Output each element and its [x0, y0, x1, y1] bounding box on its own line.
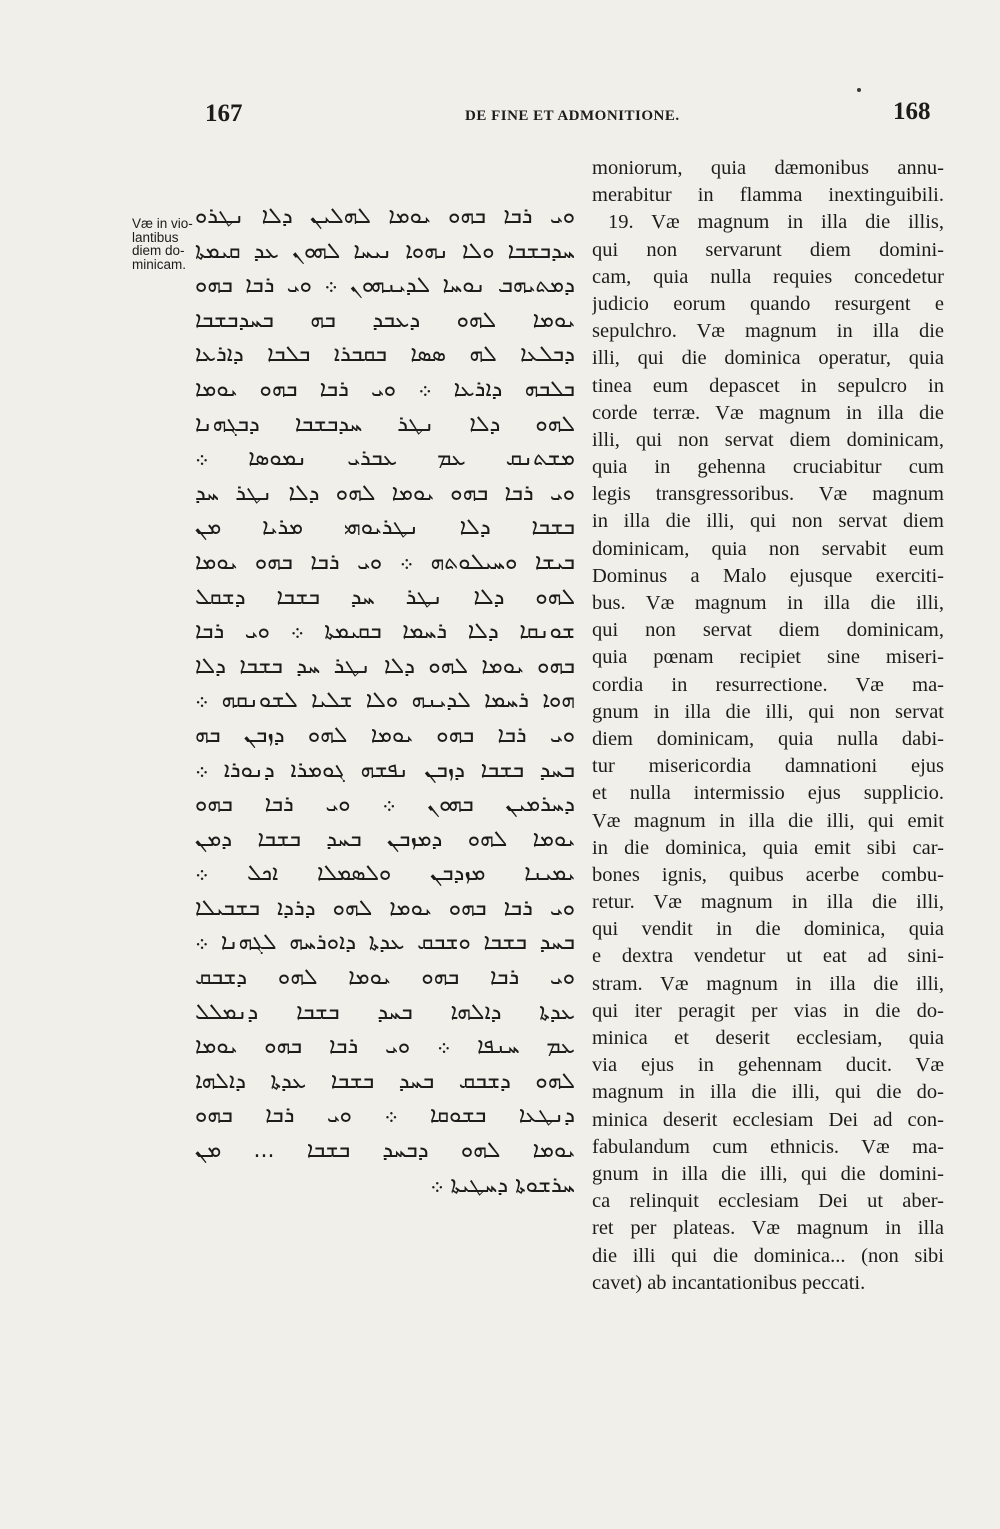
latin-line: fabulandum cum ethnicis. Væ ma- [592, 1135, 944, 1158]
latin-line: Dominus a Malo ejusque exerciti- [592, 564, 944, 587]
syriac-line: ܕܢܛܥܐ ܒܫܘܩܐ ܀ ܘܝ ܪܒܐ ܒܗܘ [195, 1103, 575, 1129]
syriac-line: ܕܒܠܥܐ ܠܗ ܣܣܐ ܒܩܒܪܐ ܒܠܒܐ ܕܐܪܥܐ [195, 342, 575, 368]
latin-line: magnum in illa die illi, qui die do- [592, 1081, 944, 1104]
syriac-line: ܕܡܬܝܗܒ ܢܘܚܐ ܠܕܝܢܗܘܢ ܀ ܘܝ ܪܒܐ ܒܗܘ [195, 273, 575, 299]
latin-line: diem dominicam, quia nulla dabi- [592, 727, 944, 750]
latin-line: bones ignis, quibus acerbe combu- [592, 863, 944, 886]
syriac-line: ܗܘܐ ܪܚܡܐ ܠܕܝܢܗ ܘܠܐ ܫܠܝܐ ܠܫܘܢܩܗ ܀ [195, 688, 575, 714]
latin-line: via ejus in gehennam ducit. Væ [592, 1054, 944, 1077]
latin-line: minica et deserit ecclesiam, quia [592, 1027, 944, 1049]
page-number-left: 167 [205, 100, 243, 127]
syriac-line: ܚܪܫܘܬܐ ܕܚܛܝܬܐ ܀ [430, 1172, 575, 1198]
latin-line: stram. Væ magnum in illa die illi, [592, 972, 944, 995]
latin-line: qui non servat diem dominicam, [592, 619, 944, 642]
latin-line: die illi qui die dominica... (non sibi [592, 1244, 944, 1267]
syriac-line: ܥܡ ܚܢܦܐ ܀ ܘܝ ܪܒܐ ܒܗܘ ܝܘܡܐ [195, 1034, 575, 1060]
latin-line: in illa die illi, qui non servat diem [592, 510, 944, 533]
running-head: DE FINE ET ADMONITIONE. [465, 108, 680, 124]
latin-line: illi, qui non servat diem dominicam, [592, 428, 944, 451]
latin-line: retur. Væ magnum in illa die illi, [592, 891, 944, 914]
latin-line: cam, quia nulla requies concedetur [592, 265, 944, 288]
latin-line: gnum in illa die illi, qui non servat [592, 700, 944, 723]
syriac-line: ܠܗܘ ܕܠܐ ܢܛܪ ܚܕ ܒܫܒܐ ܕܫܩܠ [195, 584, 575, 610]
latin-line: 19. Væ magnum in illa die illis, [608, 211, 944, 234]
syriac-line: ܝܘܡܐ ܠܗܘ ܕܒܚܕ ܒܫܒܐ ... ܡܢ [195, 1138, 575, 1164]
latin-line: in die dominica, quia emit sibi car- [592, 836, 944, 859]
latin-line: tur misericordia damnationi ejus [592, 755, 944, 778]
latin-line: e dextra vendetur ut eat ad sini- [592, 945, 944, 968]
syriac-line: ܥܕܬܐ ܕܐܠܗܐ ܒܚܕ ܒܫܒܐ ܕܢܡܠܠ [195, 999, 575, 1025]
latin-line: qui non servarunt diem domini- [592, 238, 944, 261]
syriac-line: ܕܚܪܡܝܢ ܒܗܘܢ ܀ ܘܝ ܪܒܐ ܒܗܘ [195, 792, 575, 818]
latin-column [592, 155, 944, 1297]
syriac-line: ܒܗܘ ܝܘܡܐ ܠܗܘ ܕܠܐ ܢܛܪ ܚܕ ܒܫܒܐ ܕܠܐ [195, 653, 575, 679]
print-speck [857, 88, 861, 92]
syriac-line: ܫܘܢܩܐ ܕܠܐ ܪܚܡܐ ܒܩܝܡܬܐ ܀ ܘܝ ܪܒܐ [195, 619, 575, 645]
syriac-line: ܘܝ ܪܒܐ ܒܗܘ ܝܘܡܐ ܠܗܘ ܕܫܒܩ [195, 965, 575, 991]
syriac-line: ܒܚܕ ܒܫܒܐ ܕܙܒܢ ܢܦܫܗ ܓܘܡܪܐ ܕܢܘܪܐ ܀ [195, 757, 575, 783]
syriac-line: ܒܫܒܐ ܕܠܐ ܢܛܪܝܘܗܝ ܡܪܝܐ ܡܢ [195, 515, 575, 541]
latin-line: legis transgressoribus. Væ magnum [592, 483, 944, 506]
syriac-line: ܘܝ ܪܒܐ ܒܗܘ ܝܘܡܐ ܠܗܘ ܕܙܒܢ ܒܗ [195, 722, 575, 748]
latin-line: tinea eum depascet in sepulcro in [592, 374, 944, 397]
latin-line: illi, qui die dominica operatur, quia [592, 347, 944, 370]
margin-note-line: minicam. [132, 256, 187, 272]
latin-line: gnum in illa die illi, qui die domini- [592, 1162, 944, 1185]
latin-line: quia in gehenna cruciabitur cum [592, 456, 944, 479]
latin-line: qui iter peragit per vias in die do- [592, 999, 944, 1022]
syriac-line: ܚܕܒܫܒܐ ܘܠܐ ܢܗܘܐ ܢܝܚܐ ܠܗܘܢ ܥܕ ܩܝܡܬܐ [195, 238, 575, 264]
latin-line: moniorum, quia dæmonibus annu- [592, 157, 944, 179]
latin-line: et nulla intermissio ejus supplicio. [592, 782, 944, 805]
latin-line: Væ magnum in illa die illi, qui emit [592, 809, 944, 832]
latin-line: qui vendit in die dominica, quia [592, 918, 944, 941]
syriac-line: ܝܡܝܢܐ ܡܙܕܒܢ ܘܠܣܡܠܐ ܐܟܠ ܀ [195, 861, 575, 887]
latin-line: quia pœnam recipiet sine miseri- [592, 646, 944, 669]
syriac-line: ܒܠܒܗ ܕܐܪܥܐ ܀ ܘܝ ܪܒܐ ܒܗܘ ܝܘܡܐ [195, 376, 575, 402]
latin-line: bus. Væ magnum in illa die illi, [592, 592, 944, 614]
latin-line: corde terræ. Væ magnum in illa die [592, 401, 944, 424]
latin-line: dominicam, quia non servabit eum [592, 537, 944, 560]
latin-line: cavet) ab incantationibus peccati. [592, 1271, 866, 1294]
latin-line: cordia in resurrectione. Væ ma- [592, 673, 944, 696]
page-number-right: 168 [893, 98, 931, 125]
syriac-line: ܠܗܘ ܕܫܒܩ ܒܚܕ ܒܫܒܐ ܥܕܬܐ ܕܐܠܗܐ [195, 1068, 575, 1094]
syriac-line: ܘܝ ܪܒܐ ܒܗܘ ܝܘܡܐ ܠܗܠܝܢ ܕܠܐ ܢܛܪܘ [195, 204, 575, 229]
syriac-line: ܠܗܘ ܕܠܐ ܢܛܪ ܚܕܒܫܒܐ ܕܒܓܗܢܐ [195, 411, 575, 437]
syriac-line: ܝܘܡܐ ܠܗܘ ܕܥܒܕ ܒܗ ܒܚܕܒܫܒܐ [195, 307, 575, 333]
latin-line: merabitur in flamma inextinguibili. [592, 184, 944, 207]
latin-line: minica deserit ecclesiam Dei ad con- [592, 1108, 944, 1131]
syriac-line: ܘܝ ܪܒܐ ܒܗܘ ܝܘܡܐ ܠܗܘ ܕܠܐ ܢܛܪ ܚܕ [195, 480, 575, 506]
latin-line: judicio eorum quando resurgent e [592, 292, 944, 315]
syriac-line: ܒܚܕ ܒܫܒܐ ܘܫܒܩ ܥܕܬܐ ܕܐܘܪܚܗ ܠܓܗܢܐ ܀ [195, 930, 575, 956]
latin-line: sepulchro. Væ magnum in illa die [592, 320, 944, 343]
syriac-line: ܡܫܬܢܩ ܥܡ ܥܒܪܝ ܢܡܘܣܐ ܀ [195, 446, 575, 472]
latin-line: ca relinquit ecclesiam Dei ut aber- [592, 1190, 944, 1213]
latin-line: ret per plateas. Væ magnum in illa [592, 1217, 944, 1240]
syriac-line: ܒܝܫܐ ܘܚܝܠܘܬܗ ܀ ܘܝ ܪܒܐ ܒܗܘ ܝܘܡܐ [195, 549, 575, 575]
syriac-line: ܘܝ ܪܒܐ ܒܗܘ ܝܘܡܐ ܠܗܘ ܕܪܕܐ ܒܫܒܝܠܐ [195, 895, 575, 921]
margin-note-line: Væ in vio- [132, 216, 193, 231]
margin-note-line: lantibus [132, 229, 179, 245]
margin-note-line: diem do- [132, 243, 185, 258]
syriac-column [195, 200, 575, 1203]
syriac-line: ܝܘܡܐ ܠܗܘ ܕܡܙܒܢ ܒܚܕ ܒܫܒܐ ܕܡܢ [195, 826, 575, 852]
